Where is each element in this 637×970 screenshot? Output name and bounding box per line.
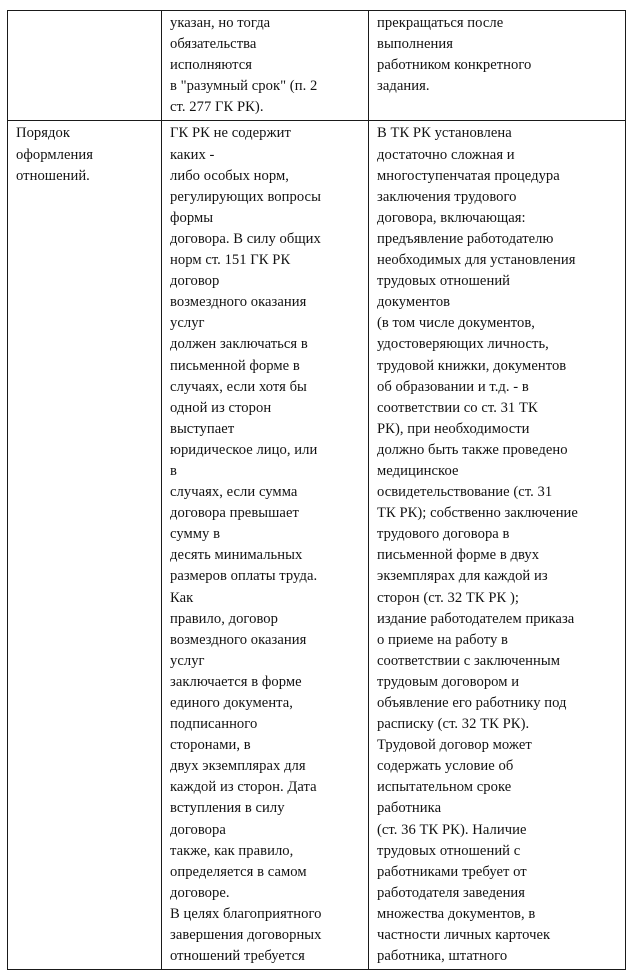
- text-line: Порядок: [16, 125, 71, 142]
- labor-law-cell: [369, 11, 626, 121]
- text-line: медицинское: [377, 462, 459, 479]
- text-line: Трудовой договор может: [377, 737, 532, 754]
- text-line: работниками требует от: [377, 863, 527, 880]
- text-line: норм ст. 151 ГК РК: [170, 252, 291, 269]
- text-line: формы: [170, 209, 214, 226]
- text-line: заключается в форме: [170, 673, 302, 690]
- civil-law-text: [170, 13, 362, 118]
- text-line: одной из сторон: [170, 399, 272, 416]
- text-line: завершения договорных: [170, 927, 322, 944]
- text-line: должно быть также проведено: [377, 441, 568, 458]
- comparison-table: [7, 10, 626, 970]
- text-line: трудового договора в: [377, 526, 510, 543]
- text-line: каких -: [170, 146, 215, 163]
- text-line: ТК РК); собственно заключение: [377, 505, 578, 522]
- text-line: договора, включающая:: [377, 209, 526, 226]
- text-line: освидетельствование (ст. 31: [377, 484, 553, 501]
- text-line: возмездного оказания: [170, 631, 307, 648]
- text-line: необходимых для установления: [377, 252, 576, 269]
- text-line: объявление его работнику под: [377, 695, 567, 711]
- text-line: письменной форме в: [170, 357, 300, 374]
- text-line: договора. В силу общих: [170, 230, 321, 247]
- text-line: в "разумный срок" (п. 2: [170, 78, 318, 95]
- text-line: (в том числе документов,: [377, 315, 535, 332]
- civil-law-cell: [162, 121, 369, 970]
- table-row: [8, 121, 626, 970]
- text-line: размеров оплаты труда.: [170, 568, 318, 585]
- labor-law-text: [377, 13, 619, 97]
- text-line: сторонами, в: [170, 737, 251, 754]
- table-row: [8, 11, 626, 121]
- text-line: частности личных карточек: [377, 927, 551, 944]
- text-line: либо особых норм,: [170, 167, 289, 184]
- text-line: сторон (ст. 32 ТК РК );: [377, 589, 520, 606]
- table-body: [8, 11, 626, 970]
- row-label-text: [16, 13, 155, 34]
- text-line: также, как правило,: [170, 842, 294, 859]
- row-label-text: [16, 123, 155, 186]
- text-line: [16, 13, 155, 34]
- text-line: многоступенчатая процедура: [377, 167, 560, 184]
- text-line: в: [170, 462, 177, 479]
- text-line: отношений требуется: [170, 948, 305, 965]
- text-line: прекращаться после: [377, 15, 504, 31]
- text-line: юридическое лицо, или: [170, 441, 318, 458]
- text-line: об образовании и т.д. - в: [377, 378, 529, 395]
- text-line: обязательства: [170, 36, 257, 53]
- text-line: отношений.: [16, 167, 90, 184]
- text-line: десять минимальных: [170, 547, 303, 564]
- text-line: трудовых отношений: [377, 273, 511, 290]
- text-line: заключения трудового: [377, 188, 517, 205]
- text-line: договоре.: [170, 884, 230, 901]
- text-line: ГК РК не содержит: [170, 125, 291, 142]
- text-line: двух экземплярах для: [170, 758, 306, 775]
- text-line: регулирующих вопросы: [170, 188, 321, 205]
- text-line: вступления в силу: [170, 800, 285, 817]
- text-line: В целях благоприятного: [170, 905, 322, 922]
- text-line: расписку (ст. 32 ТК РК).: [377, 716, 530, 733]
- text-line: единого документа,: [170, 695, 294, 711]
- text-line: экземплярах для каждой из: [377, 568, 548, 585]
- text-line: Как: [170, 589, 194, 606]
- labor-law-text: [377, 123, 619, 967]
- text-line: договора превышает: [170, 505, 299, 522]
- text-line: договора: [170, 821, 226, 838]
- text-line: указан, но тогда: [170, 15, 271, 31]
- text-line: соответствии с заключенным: [377, 652, 560, 669]
- text-line: множества документов, в: [377, 905, 536, 922]
- text-line: работника, штатного: [377, 948, 508, 965]
- text-line: сумму в: [170, 526, 221, 543]
- text-line: трудовой книжки, документов: [377, 357, 567, 374]
- text-line: каждой из сторон. Дата: [170, 779, 317, 796]
- text-line: исполняются: [170, 57, 253, 74]
- text-line: (ст. 36 ТК РК). Наличие: [377, 821, 527, 838]
- row-label-cell: [8, 121, 162, 970]
- text-line: трудовым договором и: [377, 673, 520, 690]
- text-line: подписанного: [170, 716, 258, 733]
- text-line: В ТК РК установлена: [377, 125, 512, 142]
- text-line: документов: [377, 294, 451, 311]
- row-label-cell: [8, 11, 162, 121]
- text-line: работника: [377, 800, 442, 817]
- civil-law-text: [170, 123, 362, 967]
- text-line: о приеме на работу в: [377, 631, 508, 648]
- text-line: удостоверяющих личность,: [377, 336, 549, 353]
- text-line: достаточно сложная и: [377, 146, 515, 163]
- text-line: договор: [170, 273, 220, 290]
- text-line: ст. 277 ГК РК).: [170, 99, 264, 116]
- text-line: возмездного оказания: [170, 294, 307, 311]
- text-line: задания.: [377, 78, 430, 95]
- text-line: случаях, если хотя бы: [170, 378, 307, 395]
- text-line: выступает: [170, 420, 235, 437]
- text-line: предъявление работодателю: [377, 230, 554, 247]
- text-line: услуг: [170, 315, 205, 332]
- text-line: испытательном сроке: [377, 779, 512, 796]
- text-line: трудовых отношений с: [377, 842, 521, 859]
- text-line: случаях, если сумма: [170, 484, 298, 501]
- text-line: издание работодателем приказа: [377, 610, 575, 627]
- text-line: соответствии со ст. 31 ТК: [377, 399, 538, 416]
- text-line: определяется в самом: [170, 863, 307, 880]
- text-line: должен заключаться в: [170, 336, 308, 353]
- text-line: работодателя заведения: [377, 884, 526, 901]
- text-line: содержать условие об: [377, 758, 514, 775]
- text-line: письменной форме в двух: [377, 547, 540, 564]
- text-line: работником конкретного: [377, 57, 532, 74]
- text-line: РК), при необходимости: [377, 420, 530, 437]
- text-line: услуг: [170, 652, 205, 669]
- text-line: выполнения: [377, 36, 454, 53]
- text-line: оформления: [16, 146, 93, 163]
- civil-law-cell: [162, 11, 369, 121]
- text-line: правило, договор: [170, 610, 278, 627]
- labor-law-cell: [369, 121, 626, 970]
